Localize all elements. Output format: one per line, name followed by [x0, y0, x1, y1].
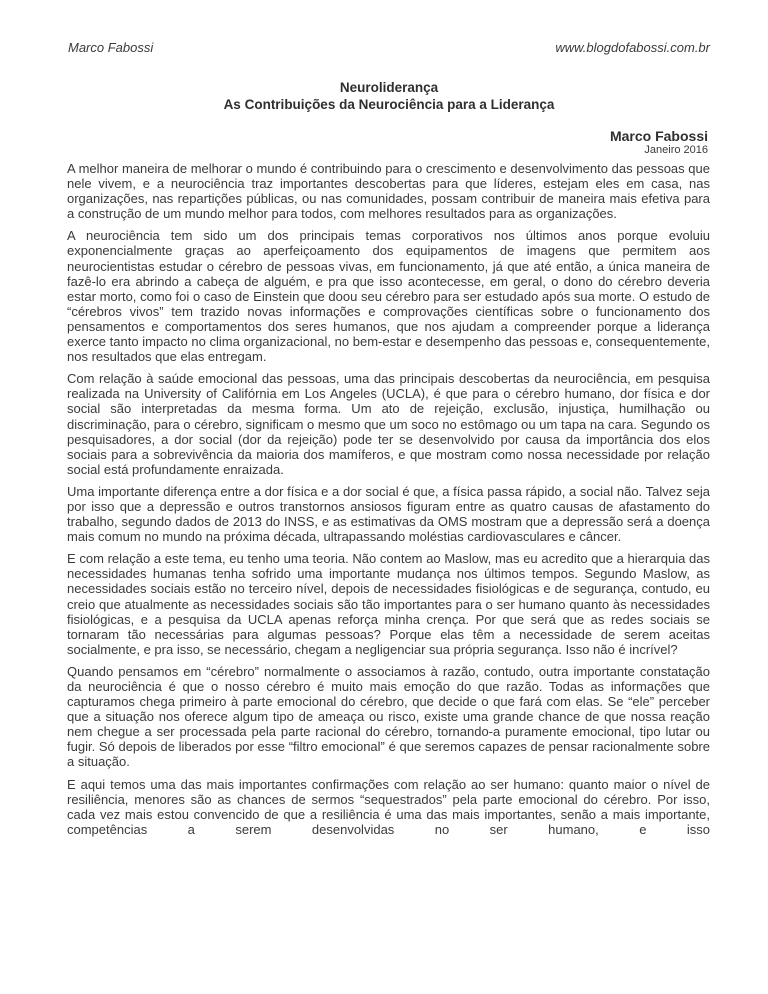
byline [68, 129, 708, 157]
paragraph-6: Quando pensamos em “cérebro” normalmente o associamos à razão, contudo, outra importante constatação da neurociência é que o nosso cérebro é muito mais emoção do que razão. Todas as informações que capturamos chega primeiro à parte emocional do cérebro, que decide o que fará com elas. Se “ele” perceber que a situação nos oferece algum tipo de ameaça ou risco, existe uma grande chance de que nossa reação nem chegue a ser processada pela parte racional do cérebro, tornando-a puramente emocional, tipo lutar ou fugir. Só depois de liberados por esse “filtro emocional” é que seremos capazes de pensar racionalmente sobre a situação. [67, 663, 710, 770]
header-website: www.blogdofabossi.com.br [555, 40, 710, 55]
paragraph-3: Com relação à saúde emocional das pessoas, uma das principais descobertas da neurociência, em pesquisa realizada na University of Califórnia em Los Angeles (UCLA), é que para o cérebro humano, dor física e dor social são interpretadas da mesma forma. Um ato de rejeição, exclusão, injustiça, humilhação ou discriminação, para o cérebro, significam o mesmo que um soco no estômago ou um tapa na cara. Segundo os pesquisadores, a dor social (dor da rejeição) pode ter se desenvolvido por causa da importância dos elos sociais para a sobrevivência da maioria dos mamíferos, e que mostram como nossa necessidade por relação social está profundamente enraizada. [67, 371, 710, 477]
header-author: Marco Fabossi [68, 40, 154, 55]
document-subtitle: As Contribuições da Neurociência para a Liderança [223, 96, 555, 112]
document-title: Neuroliderança [339, 80, 439, 95]
paragraph-7-clipped: E aqui temos uma das mais importantes confirmações com relação ao ser humano: quanto maior o nível de resiliência, menores são as chances de sermos “sequestrados” pela parte emocional do cérebro. Por isso, cada vez mais estou convencido de que a resiliência é uma das mais importantes, senão a mais importante, competências a serem desenvolvidas no ser humano, e isso [67, 776, 710, 837]
title-block [62, 80, 716, 113]
paragraph-5: E com relação a este tema, eu tenho uma teoria. Não contem ao Maslow, mas eu acredito que a hierarquia das necessidades humanas tenha sofrido uma importante mudança nos últimos tempos. Segundo Maslow, as necessidades sociais estão no terceiro nível, depois de necessidades fisiológicas e de segurança, contudo, eu creio que atualmente as necessidades sociais são tão importantes para o ser humano quanto às necessidades fisiológicas, e a pesquisa da UCLA apenas reforça minha crença. Por que será que as redes sociais se tornaram tão necessárias para algumas pessoas? Porque elas têm a necessidade de serem aceitas socialmente, e pra isso, se necessário, chegam a negligenciar sua própria segurança. Isso não é incrível? [67, 551, 710, 657]
byline-date: Janeiro 2016 [644, 144, 708, 156]
paragraph-4: Uma importante diferença entre a dor física e a dor social é que, a física passa rápido, a social não. Talvez seja por isso que a depressão e outros transtornos ansiosos figuram entre as quatro causas de afastamento do trabalho, segundo dados de 2013 do INSS, e as estimativas da OMS mostram que a depressão será a doença mais comum no mundo na próxima década, ultrapassando moléstias cardiovasculares e câncer. [67, 483, 710, 545]
paragraph-2: A neurociência tem sido um dos principais temas corporativos nos últimos anos porque evoluiu exponencialmente graças ao aperfeiçoamento dos equipamentos de imagens que permitem aos neurocientistas estudar o cérebro de pessoas vivas, em funcionamento, já que até então, a única maneira de fazê-lo era abrindo a cabeça de alguém, e pra que isso acontecesse, em geral, o dono do cérebro deveria estar morto, como foi o caso de Einstein que doou seu cérebro para ser estudado após sua morte. O estudo de “cérebros vivos” tem trazido novas informações e comprovações científicas sobre o funcionamento dos pensamentos e comportamentos dos seres humanos, que nos ajudam a compreender porque a liderança exerce tanto impacto no clima organizacional, no bem-estar e desempenho das pessoas e, consequentemente, nos resultados que elas entregam. [67, 228, 710, 365]
paragraph-1: A melhor maneira de melhorar o mundo é contribuindo para o crescimento e desenvolvimento das pessoas que nele vivem, e a neurociência traz importantes descobertas para que líderes, estejam eles em casa, nas organizações, nas repartições públicas, ou nas comunidades, possam contribuir de maneira mais efetiva para a construção de um mundo melhor para todos, com melhores resultados para as organizações. [67, 161, 710, 222]
byline-author: Marco Fabossi [609, 128, 708, 144]
page-header [68, 41, 710, 55]
document-body [67, 161, 710, 837]
